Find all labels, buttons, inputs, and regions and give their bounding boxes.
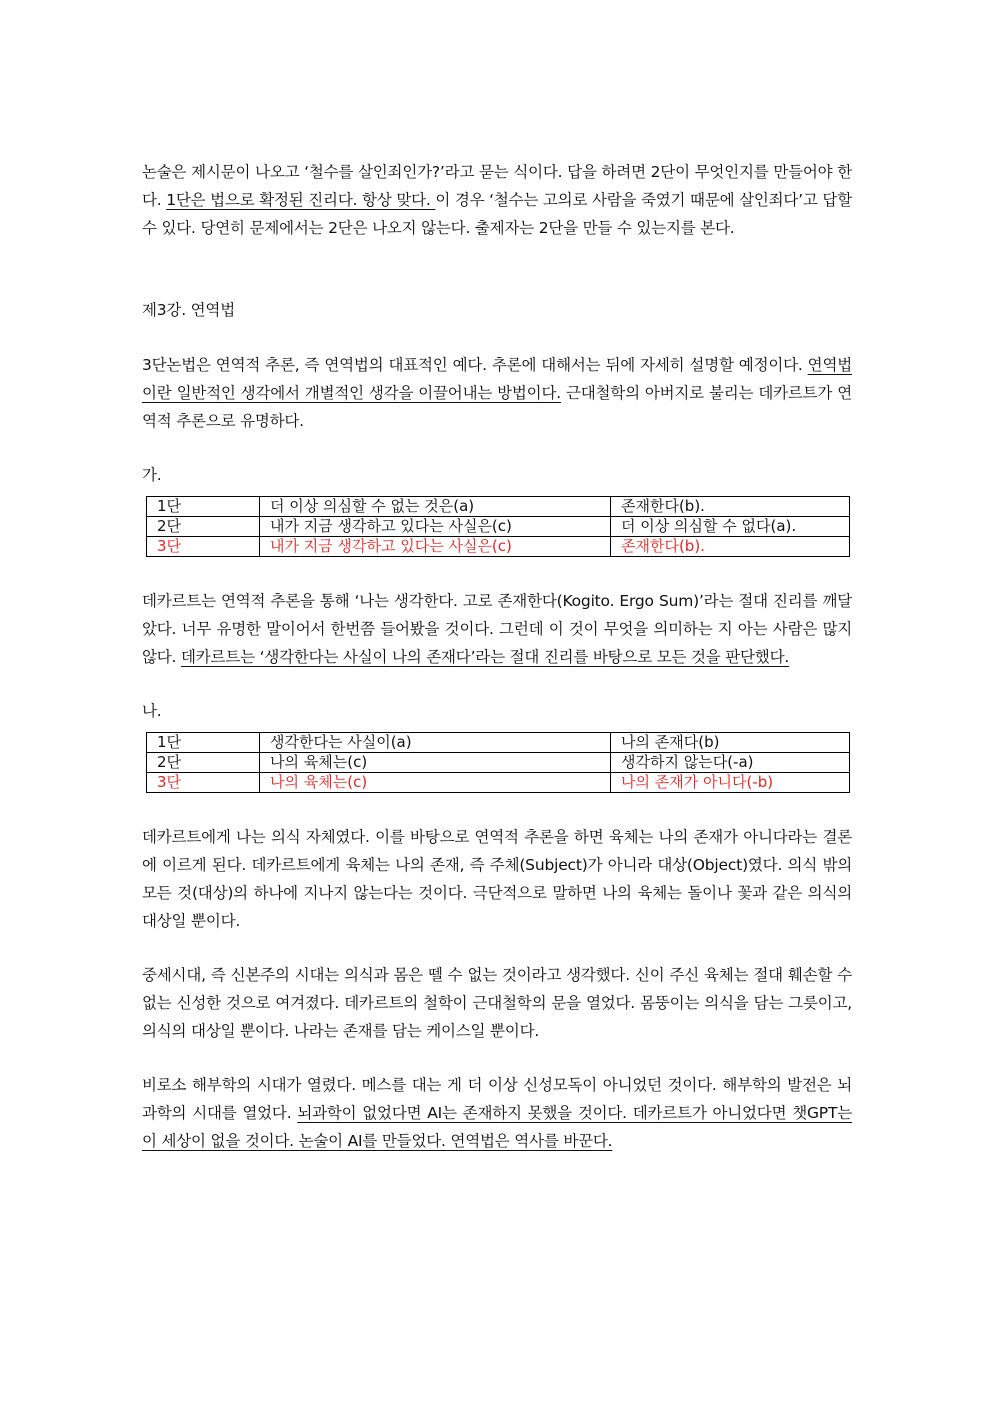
paragraph-body-object: 데카르트에게 나는 의식 자체였다. 이를 바탕으로 연역적 추론을 하면 육체는 나의 존재가 아니다라는 결론에 이르게 된다. 데카르트에게 육체는 나의 존재, 즉 주체(Subject)가 아니라 대상(Object)였다. 의식 밖의 모든 것(대상)의 하나에 지나지 않는다는 것이다. 극단적으로 말하면 나의 육체는 돌이나 꽃과 같은 의식의 대상일 뿐이다. [142, 828, 852, 930]
syllogism-table-ga [146, 496, 850, 557]
document-body [142, 158, 852, 1155]
paragraph-anatomy [142, 1071, 852, 1155]
table-cell: 생각하지 않는다(-a) [611, 753, 850, 773]
table-cell: 1단 [147, 497, 260, 517]
table-cell: 나의 존재다(b) [611, 733, 850, 753]
table-cell: 나의 육체는(c) [260, 753, 611, 773]
intro-text-1: 논술은 제시문이 나오고 ‘철수를 살인죄인가?’라고 묻는 식이다. 답을 하려면 2단이 무엇인지를 만들어야 한다. [142, 163, 852, 209]
table-row [147, 753, 850, 773]
table-cell: 2단 [147, 517, 260, 537]
table-row [147, 517, 850, 537]
table-cell: 내가 지금 생각하고 있다는 사실은(c) [260, 537, 611, 557]
table-cell: 더 이상 의심할 수 없는 것은(a) [260, 497, 611, 517]
section-heading: 제3강. 연역법 [142, 301, 235, 319]
table-cell: 3단 [147, 537, 260, 557]
anatomy-underlined: 뇌과학이 없었다면 AI는 존재하지 못했을 것이다. 데카르트가 아니었다면 챗GPT는 이 세상이 없을 것이다. 논술이 AI를 만들었다. 연역법은 역사를 바꾼다. [142, 1104, 852, 1150]
table-cell: 더 이상 의심할 수 없다(a). [611, 517, 850, 537]
deduction-text-1: 3단논법은 연역적 추론, 즉 연역법의 대표적인 예다. 추론에 대해서는 뒤에 자세히 설명할 예정이다. [142, 356, 808, 374]
table-cell: 1단 [147, 733, 260, 753]
table-row [147, 497, 850, 517]
table-cell: 존재한다(b). [611, 537, 850, 557]
paragraph-descartes [142, 587, 852, 671]
intro-underlined: 1단은 법으로 확정된 진리다. 항상 맞다. [166, 191, 436, 209]
table-cell: 존재한다(b). [611, 497, 850, 517]
intro-text-2: 이 경우 ‘철수는 고의로 사람을 죽였기 때문에 살인죄다’고 답할 수 있다. 당연히 문제에서는 2단은 나오지 않는다. 출제자는 2단을 만들 수 있는지를 본다. [142, 191, 852, 237]
table-cell: 3단 [147, 773, 260, 793]
syllogism-table-na [146, 732, 850, 793]
table-row-conclusion [147, 537, 850, 557]
deduction-text-2: 근대철학의 아버지로 불리는 데카르트가 연역적 추론으로 유명하다. [142, 384, 852, 430]
deduction-underlined: 연역법이란 일반적인 생각에서 개별적인 생각을 이끌어내는 방법이다. [142, 356, 852, 402]
table-cell: 나의 존재가 아니다(-b) [611, 773, 850, 793]
table-cell: 생각한다는 사실이(a) [260, 733, 611, 753]
paragraph-intro [142, 158, 852, 242]
paragraph-deduction [142, 351, 852, 435]
label-na: 나. [142, 702, 162, 720]
table-cell: 나의 육체는(c) [260, 773, 611, 793]
label-ga: 가. [142, 466, 162, 484]
descartes-underlined: 데카르트는 ‘생각한다는 사실이 나의 존재다’라는 절대 진리를 바탕으로 모든 것을 판단했다. [181, 648, 790, 666]
table-cell: 2단 [147, 753, 260, 773]
anatomy-text-1: 비로소 해부학의 시대가 열렸다. 메스를 대는 게 더 이상 신성모독이 아니었던 것이다. 해부학의 발전은 뇌과학의 시대를 열었다. [142, 1076, 852, 1122]
table-row-conclusion [147, 773, 850, 793]
paragraph-middle-ages: 중세시대, 즉 신본주의 시대는 의식과 몸은 뗄 수 없는 것이라고 생각했다. 신이 주신 육체는 절대 훼손할 수 없는 신성한 것으로 여겨졌다. 데카르트의 철학이 근대철학의 문을 열었다. 몸뚱이는 의식을 담는 그릇이고, 의식의 대상일 뿐이다. 나라는 존재를 담는 케이스일 뿐이다. [142, 966, 852, 1040]
table-cell: 내가 지금 생각하고 있다는 사실은(c) [260, 517, 611, 537]
descartes-text-1: 데카르트는 연역적 추론을 통해 ‘나는 생각한다. 고로 존재한다(Kogito. Ergo Sum)’라는 절대 진리를 깨달았다. 너무 유명한 말이어서 한번쯤 들어봤을 것이다. 그런데 이 것이 무엇을 의미하는 지 아는 사람은 많지 않다. [142, 592, 852, 666]
table-row [147, 733, 850, 753]
